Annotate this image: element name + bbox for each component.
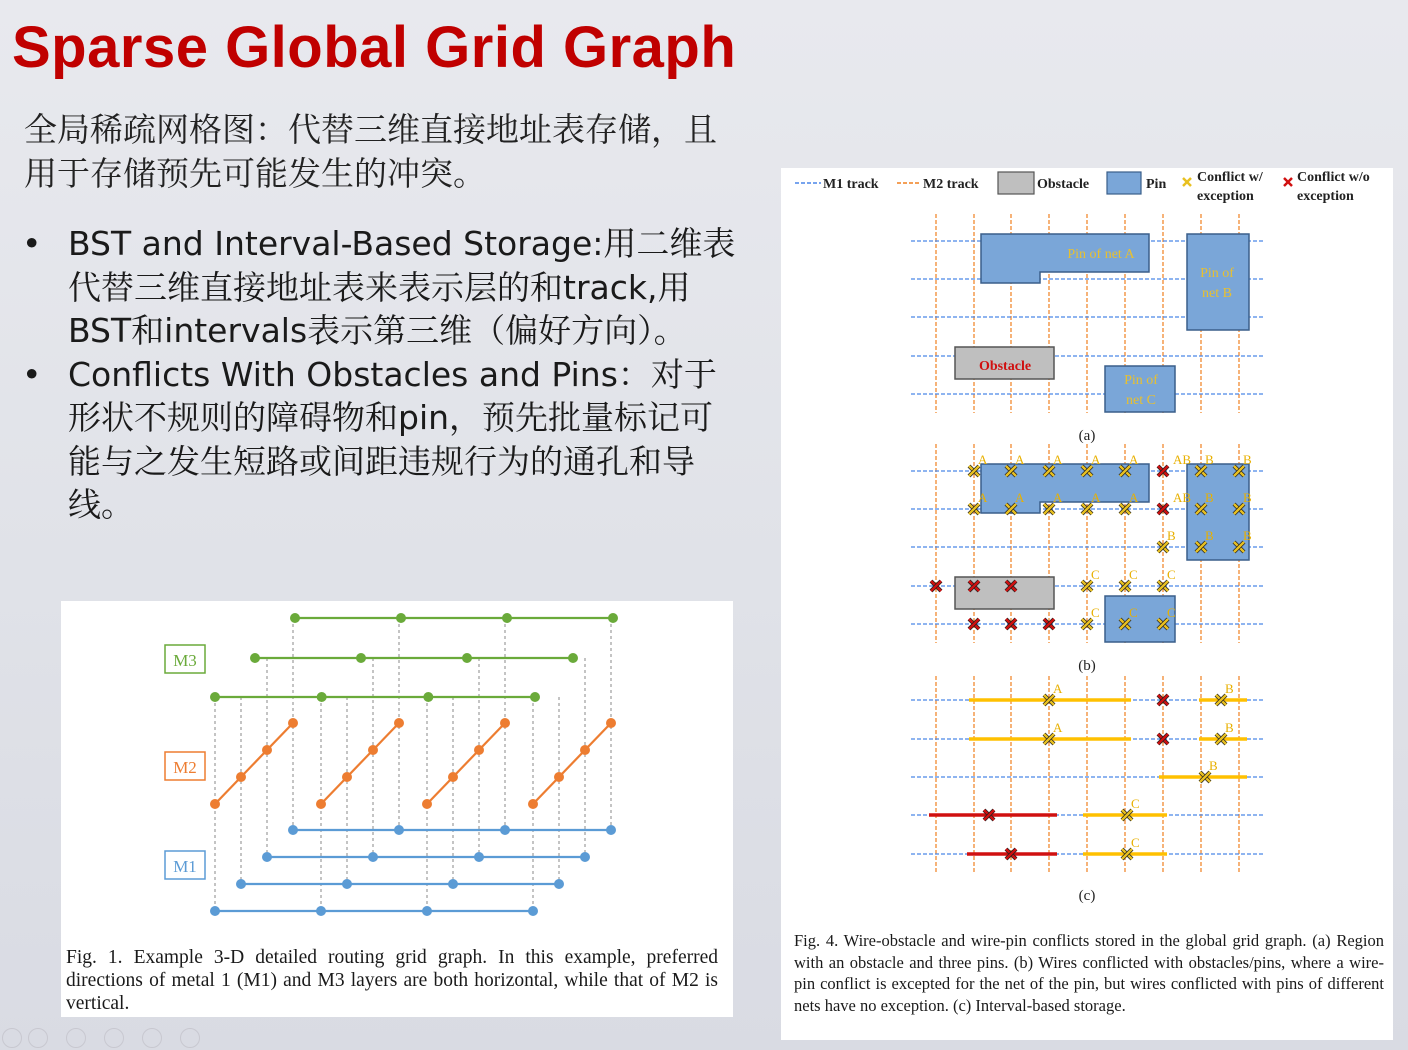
m3-node bbox=[396, 613, 406, 623]
m1-node bbox=[606, 825, 616, 835]
net-letter: AB bbox=[1173, 490, 1192, 505]
net-letter: B bbox=[1225, 720, 1234, 735]
m2-node bbox=[236, 772, 246, 782]
fig4-caption: Fig. 4. Wire-obstacle and wire-pin conflicts stored in the global grid graph. (a) Region with an obstacle and three pins. (b) Wires conflicted with obstacles/pins, where a wire-pin conflict is excepted for the net of the pin, but wires conflicted with pins of different nets have no exception. (c) Interval-based storage. bbox=[794, 931, 1384, 1015]
net-letter: B bbox=[1205, 452, 1214, 467]
pin-c-label-2: net C bbox=[1126, 393, 1156, 408]
m3-node bbox=[608, 613, 618, 623]
m3-node bbox=[462, 653, 472, 663]
more-options-button[interactable] bbox=[180, 1028, 200, 1048]
fig4-legend bbox=[795, 170, 1370, 204]
legend-conflict-wo-text2: exception bbox=[1297, 189, 1354, 204]
net-letter: B bbox=[1205, 528, 1214, 543]
m1-label: M1 bbox=[173, 857, 197, 876]
legend-m1-text: M1 track bbox=[823, 177, 879, 192]
pin-a-label: Pin of net A bbox=[1067, 247, 1135, 262]
m3-node bbox=[423, 692, 433, 702]
m2-node bbox=[500, 718, 510, 728]
legend-obstacle-swatch bbox=[998, 172, 1034, 194]
fig1-panel bbox=[61, 601, 733, 1017]
net-letter: B bbox=[1209, 758, 1218, 773]
pin-b-label-1: Pin of bbox=[1200, 266, 1234, 281]
m1-node bbox=[262, 852, 272, 862]
m2-label: M2 bbox=[173, 758, 197, 777]
m1-node bbox=[236, 879, 246, 889]
m2-node bbox=[528, 799, 538, 809]
subfig-c-label: (c) bbox=[1078, 888, 1096, 904]
legend-pin-swatch bbox=[1107, 172, 1141, 194]
m3-node bbox=[568, 653, 578, 663]
net-letter: AB bbox=[1173, 452, 1192, 467]
m2-node bbox=[210, 799, 220, 809]
net-letter: A bbox=[1053, 681, 1063, 696]
m1-node bbox=[500, 825, 510, 835]
legend-conflict-wo-text: Conflict w/o bbox=[1297, 170, 1370, 185]
m1-node bbox=[288, 825, 298, 835]
m1-node bbox=[554, 879, 564, 889]
fig1-caption: Fig. 1. Example 3-D detailed routing grid graph. In this example, preferred directions of metal 1 (M1) and M3 layers are both horizontal, while that of M2 is vertical. bbox=[66, 947, 718, 1014]
m2-node bbox=[368, 745, 378, 755]
bullet-dot: • bbox=[22, 354, 42, 394]
m3-node bbox=[290, 613, 300, 623]
next-slide-button[interactable] bbox=[28, 1028, 48, 1048]
net-letter: A bbox=[978, 452, 988, 467]
m1-node bbox=[580, 852, 590, 862]
pen-tool-button[interactable] bbox=[66, 1028, 86, 1048]
subfig-b-label: (b) bbox=[1078, 658, 1096, 674]
slide-overview-button[interactable] bbox=[104, 1028, 124, 1048]
bullet-conflicts-text: Conflicts With Obstacles and Pins：对于形状不规则的障碍物和pin，预先批量标记可能与之发生短路或间距违规行为的通孔和导线。 bbox=[68, 354, 717, 524]
legend-pin-text: Pin bbox=[1146, 177, 1167, 192]
slide-nav-controls bbox=[0, 1028, 200, 1050]
legend-conflict-w-text2: exception bbox=[1197, 189, 1254, 204]
m1-node bbox=[394, 825, 404, 835]
net-letter: A bbox=[978, 490, 988, 505]
m2-wire bbox=[215, 723, 293, 804]
net-letter: A bbox=[1053, 490, 1063, 505]
m1-node bbox=[316, 906, 326, 916]
m1-node bbox=[342, 879, 352, 889]
m2-node bbox=[342, 772, 352, 782]
net-letter: C bbox=[1129, 567, 1138, 582]
m2-wire bbox=[427, 723, 505, 804]
m1-node bbox=[448, 879, 458, 889]
intro-text: 全局稀疏网格图：代替三维直接地址表存储，且用于存储预先可能发生的冲突。 bbox=[24, 110, 717, 193]
net-letter: A bbox=[1129, 452, 1139, 467]
m2-node bbox=[448, 772, 458, 782]
net-letter: A bbox=[1015, 490, 1025, 505]
m3-node bbox=[530, 692, 540, 702]
pin-b-label-2: net B bbox=[1202, 286, 1232, 301]
m3-node bbox=[250, 653, 260, 663]
slide-title: Sparse Global Grid Graph bbox=[12, 15, 737, 80]
fig4-panel bbox=[781, 168, 1393, 1040]
bullet-bst bbox=[22, 222, 742, 353]
bullet-bst-text: BST and Interval-Based Storage:用二维表代替三维直接地址表来表示层的和track,用BST和intervals表示第三维（偏好方向）。 bbox=[68, 224, 736, 350]
m1-node bbox=[528, 906, 538, 916]
bullet-conflicts bbox=[22, 353, 742, 527]
m2-wire bbox=[321, 723, 399, 804]
subfig-a-label: (a) bbox=[1078, 428, 1096, 444]
pin-c-label-1: Pin of bbox=[1124, 373, 1158, 388]
net-letter: A bbox=[1091, 490, 1101, 505]
legend-conflict-exception-icon bbox=[1183, 178, 1191, 186]
m2-node bbox=[554, 772, 564, 782]
prev-slide-button[interactable] bbox=[2, 1028, 22, 1048]
obstacle-label: Obstacle bbox=[978, 359, 1032, 374]
m2-node bbox=[474, 745, 484, 755]
m3-label: M3 bbox=[173, 651, 197, 670]
m2-node bbox=[422, 799, 432, 809]
bullet-list bbox=[22, 222, 742, 527]
m2-node bbox=[262, 745, 272, 755]
net-letter: C bbox=[1129, 605, 1138, 620]
net-letter: C bbox=[1091, 567, 1100, 582]
legend-m2-text: M2 track bbox=[923, 177, 979, 192]
m2-node bbox=[394, 718, 404, 728]
net-letter: B bbox=[1205, 490, 1214, 505]
m3-node bbox=[317, 692, 327, 702]
m2-wire bbox=[533, 723, 611, 804]
net-letter: A bbox=[1015, 452, 1025, 467]
m1-node bbox=[210, 906, 220, 916]
net-letter: B bbox=[1167, 528, 1176, 543]
m1-node bbox=[474, 852, 484, 862]
net-letter: B bbox=[1243, 528, 1252, 543]
m2-node bbox=[316, 799, 326, 809]
fig4-conflict-diagram bbox=[781, 168, 1393, 928]
net-letter: C bbox=[1167, 605, 1176, 620]
bullet-dot: • bbox=[22, 224, 42, 263]
legend-conflict-w-text: Conflict w/ bbox=[1197, 170, 1263, 185]
m3-node bbox=[210, 692, 220, 702]
net-letter: C bbox=[1131, 835, 1140, 850]
m1-node bbox=[422, 906, 432, 916]
net-letter: A bbox=[1091, 452, 1101, 467]
net-letter: C bbox=[1091, 605, 1100, 620]
net-letter: C bbox=[1167, 567, 1176, 582]
m2-node bbox=[606, 718, 616, 728]
m3-node bbox=[502, 613, 512, 623]
legend-obstacle-text: Obstacle bbox=[1037, 177, 1090, 192]
net-letter: A bbox=[1053, 452, 1063, 467]
legend-conflict-no-exception-icon bbox=[1284, 178, 1292, 186]
net-letter: B bbox=[1225, 681, 1234, 696]
pin-net-c bbox=[1105, 596, 1175, 642]
net-letter: A bbox=[1053, 720, 1063, 735]
net-letter: B bbox=[1243, 490, 1252, 505]
zoom-button[interactable] bbox=[142, 1028, 162, 1048]
m1-node bbox=[368, 852, 378, 862]
net-letter: A bbox=[1129, 490, 1139, 505]
m2-node bbox=[288, 718, 298, 728]
net-letter: C bbox=[1131, 796, 1140, 811]
m3-node bbox=[356, 653, 366, 663]
net-letter: B bbox=[1243, 452, 1252, 467]
pin-net-b bbox=[1187, 234, 1249, 330]
m2-node bbox=[580, 745, 590, 755]
